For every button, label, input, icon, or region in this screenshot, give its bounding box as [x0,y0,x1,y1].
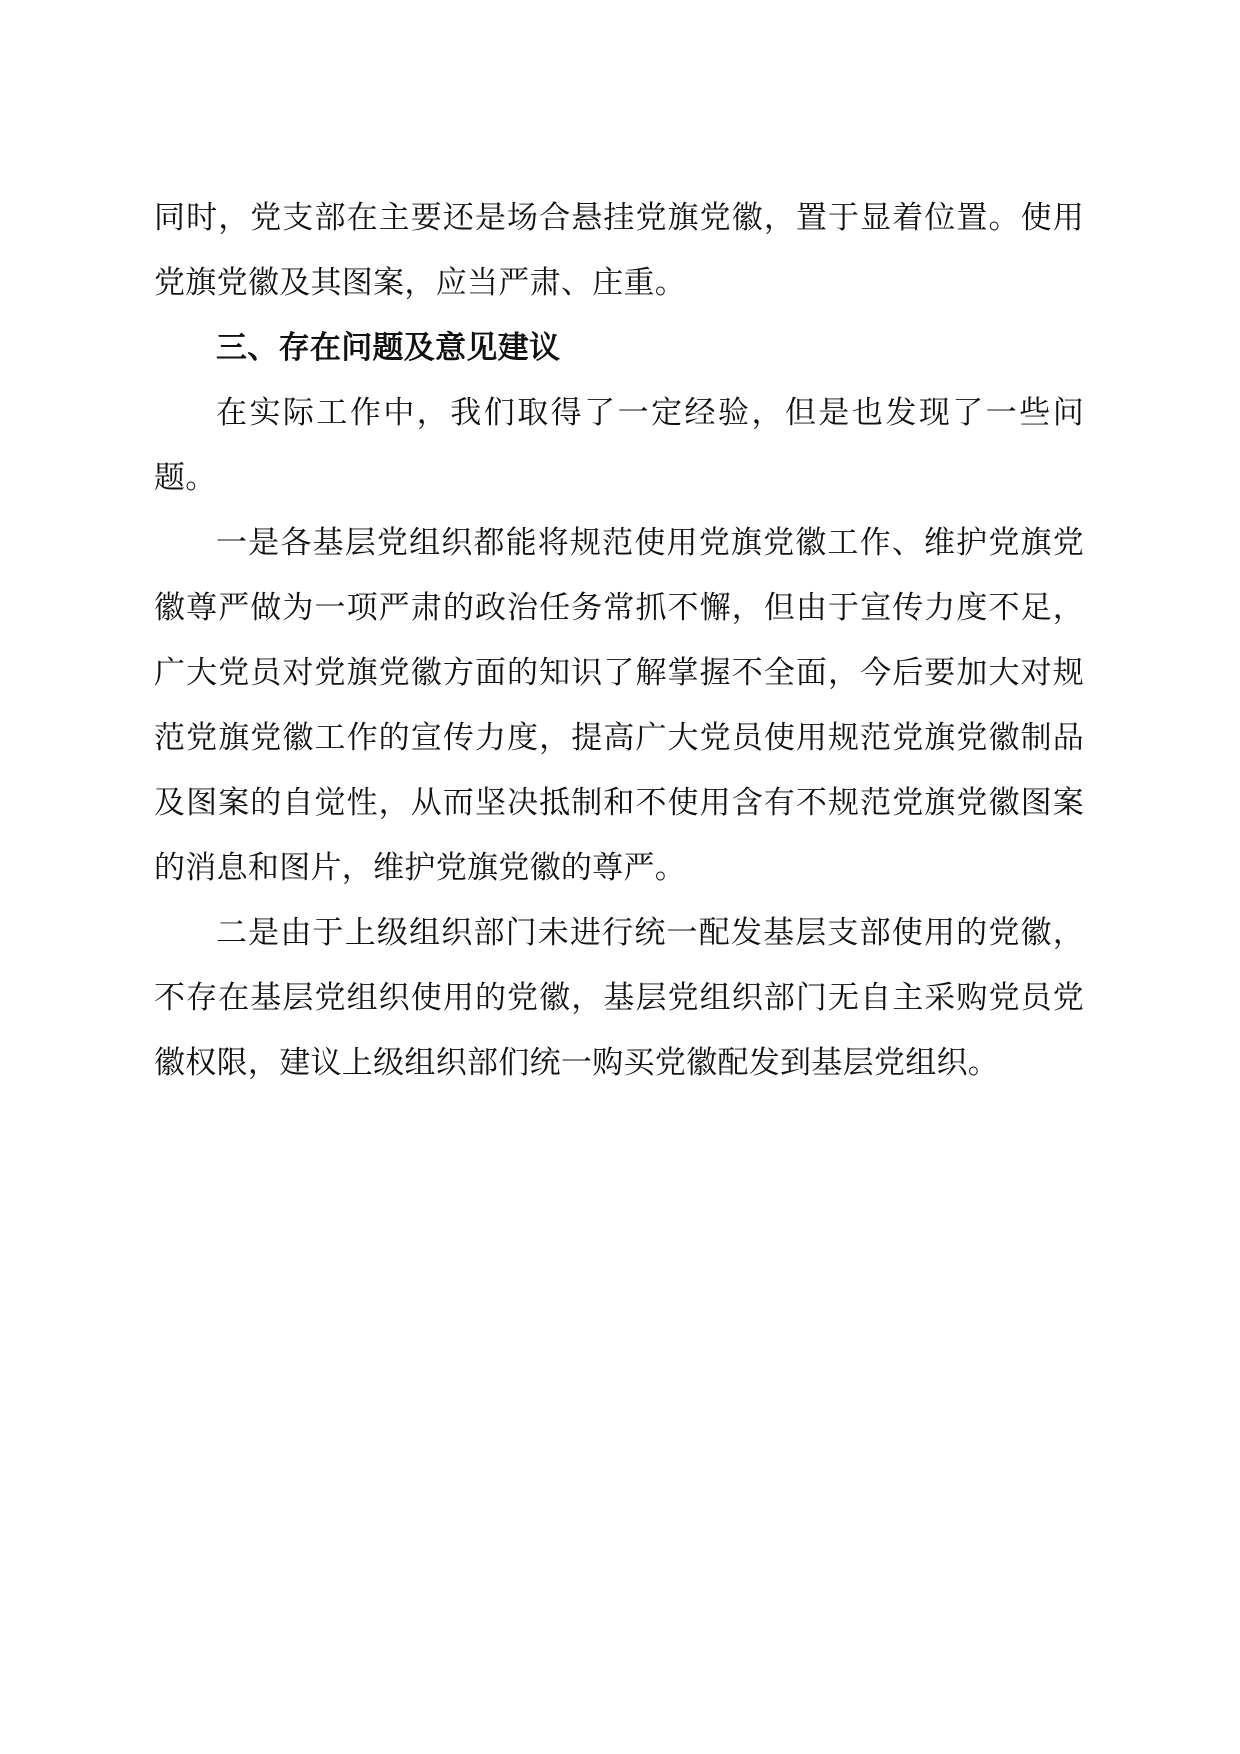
document-body [154,186,1084,1096]
paragraph-point-one: 一是各基层党组织都能将规范使用党旗党徽工作、维护党旗党徽尊严做为一项严肃的政治任务常抓不懈，但由于宣传力度不足，广大党员对党旗党徽方面的知识了解掌握不全面，今后要加大对规范党旗党徽工作的宣传力度，提高广大党员使用规范党旗党徽制品及图案的自觉性，从而坚决抵制和不使用含有不规范党旗党徽图案的消息和图片，维护党旗党徽的尊严。 [154,525,1084,886]
paragraph-intro: 在实际工作中，我们取得了一定经验，但是也发现了一些问题。 [154,395,1084,496]
paragraph-point-two: 二是由于上级组织部门未进行统一配发基层支部使用的党徽，不存在基层党组织使用的党徽，基层党组织部门无自主采购党员党徽权限，建议上级组织部们统一购买党徽配发到基层党组织。 [154,915,1084,1081]
section-heading: 三、存在问题及意见建议 [216,330,561,366]
paragraph-continuation: 同时，党支部在主要还是场合悬挂党旗党徽，置于显着位置。使用党旗党徽及其图案，应当严肃、庄重。 [154,200,1084,301]
